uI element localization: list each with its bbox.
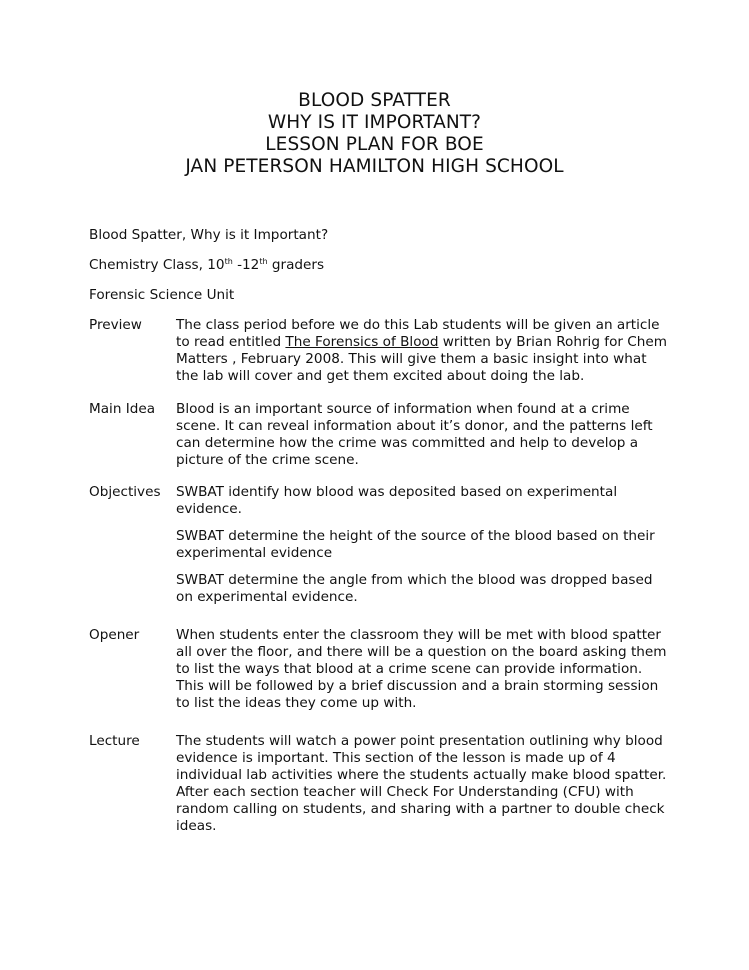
section-body-preview xyxy=(176,317,668,385)
class-prefix: Chemistry Class, 10 xyxy=(89,257,225,273)
objective-item: SWBAT determine the height of the source of the blood based on their experimental evidence xyxy=(176,528,655,561)
document-title xyxy=(0,90,749,178)
section-body-objectives xyxy=(176,484,668,606)
opener-paragraph-1: When students enter the classroom they will be met with blood spatter all over the floor, and there will be a question on the board asking them to list the ways that blood at a crime scene can provide information. xyxy=(176,627,667,677)
title-line-2: WHY IS IT IMPORTANT? xyxy=(267,112,482,133)
title-line-4: JAN PETERSON HAMILTON HIGH SCHOOL xyxy=(185,156,564,177)
section-label-lecture: Lecture xyxy=(89,733,140,749)
objective-item: SWBAT determine the angle from which the blood was dropped based on experimental evidence. xyxy=(176,572,653,605)
section-body-main-idea: Blood is an important source of information when found at a crime scene. It can reveal information about it’s donor, and the patterns left can determine how the crime was committed and help to develop a picture of the crime scene. xyxy=(176,401,653,468)
section-label-preview: Preview xyxy=(89,317,142,333)
section-label-main-idea: Main Idea xyxy=(89,401,156,417)
class-superscript-1: th xyxy=(224,257,233,266)
class-superscript-2: th xyxy=(259,257,268,266)
opener-paragraph-2: This will be followed by a brief discussion and a brain storming session to list the ideas they come up with. xyxy=(176,678,659,711)
section-body-lecture: The students will watch a power point presentation outlining why blood evidence is important. This section of the lesson is made up of 4 individual lab activities where the students actually make blood spatter. After each section teacher will Check For Understanding (CFU) with random calling on students, and sharing with a partner to double check ideas. xyxy=(176,733,667,834)
class-mid: -12 xyxy=(232,257,260,273)
title-line-3: LESSON PLAN FOR BOE xyxy=(265,134,484,155)
title-line-1: BLOOD SPATTER xyxy=(298,90,451,111)
lesson-topic: Blood Spatter, Why is it Important? xyxy=(89,227,329,243)
unit-name: Forensic Science Unit xyxy=(89,287,235,303)
section-body-opener xyxy=(176,627,668,712)
section-label-opener: Opener xyxy=(89,627,140,643)
preview-text-before: The class period before we do this Lab students will be given an article to read entitled xyxy=(176,317,660,350)
section-label-objectives: Objectives xyxy=(89,484,161,500)
class-suffix: graders xyxy=(267,257,325,273)
article-title: The Forensics of Blood xyxy=(285,334,439,350)
objective-item: SWBAT identify how blood was deposited based on experimental evidence. xyxy=(176,484,618,517)
preview-text-after: written by Brian Rohrig for Chem Matters , February 2008. This will give them a basic insight into what the lab will cover and get them excited about doing the lab. xyxy=(176,334,668,384)
class-info xyxy=(89,257,324,274)
